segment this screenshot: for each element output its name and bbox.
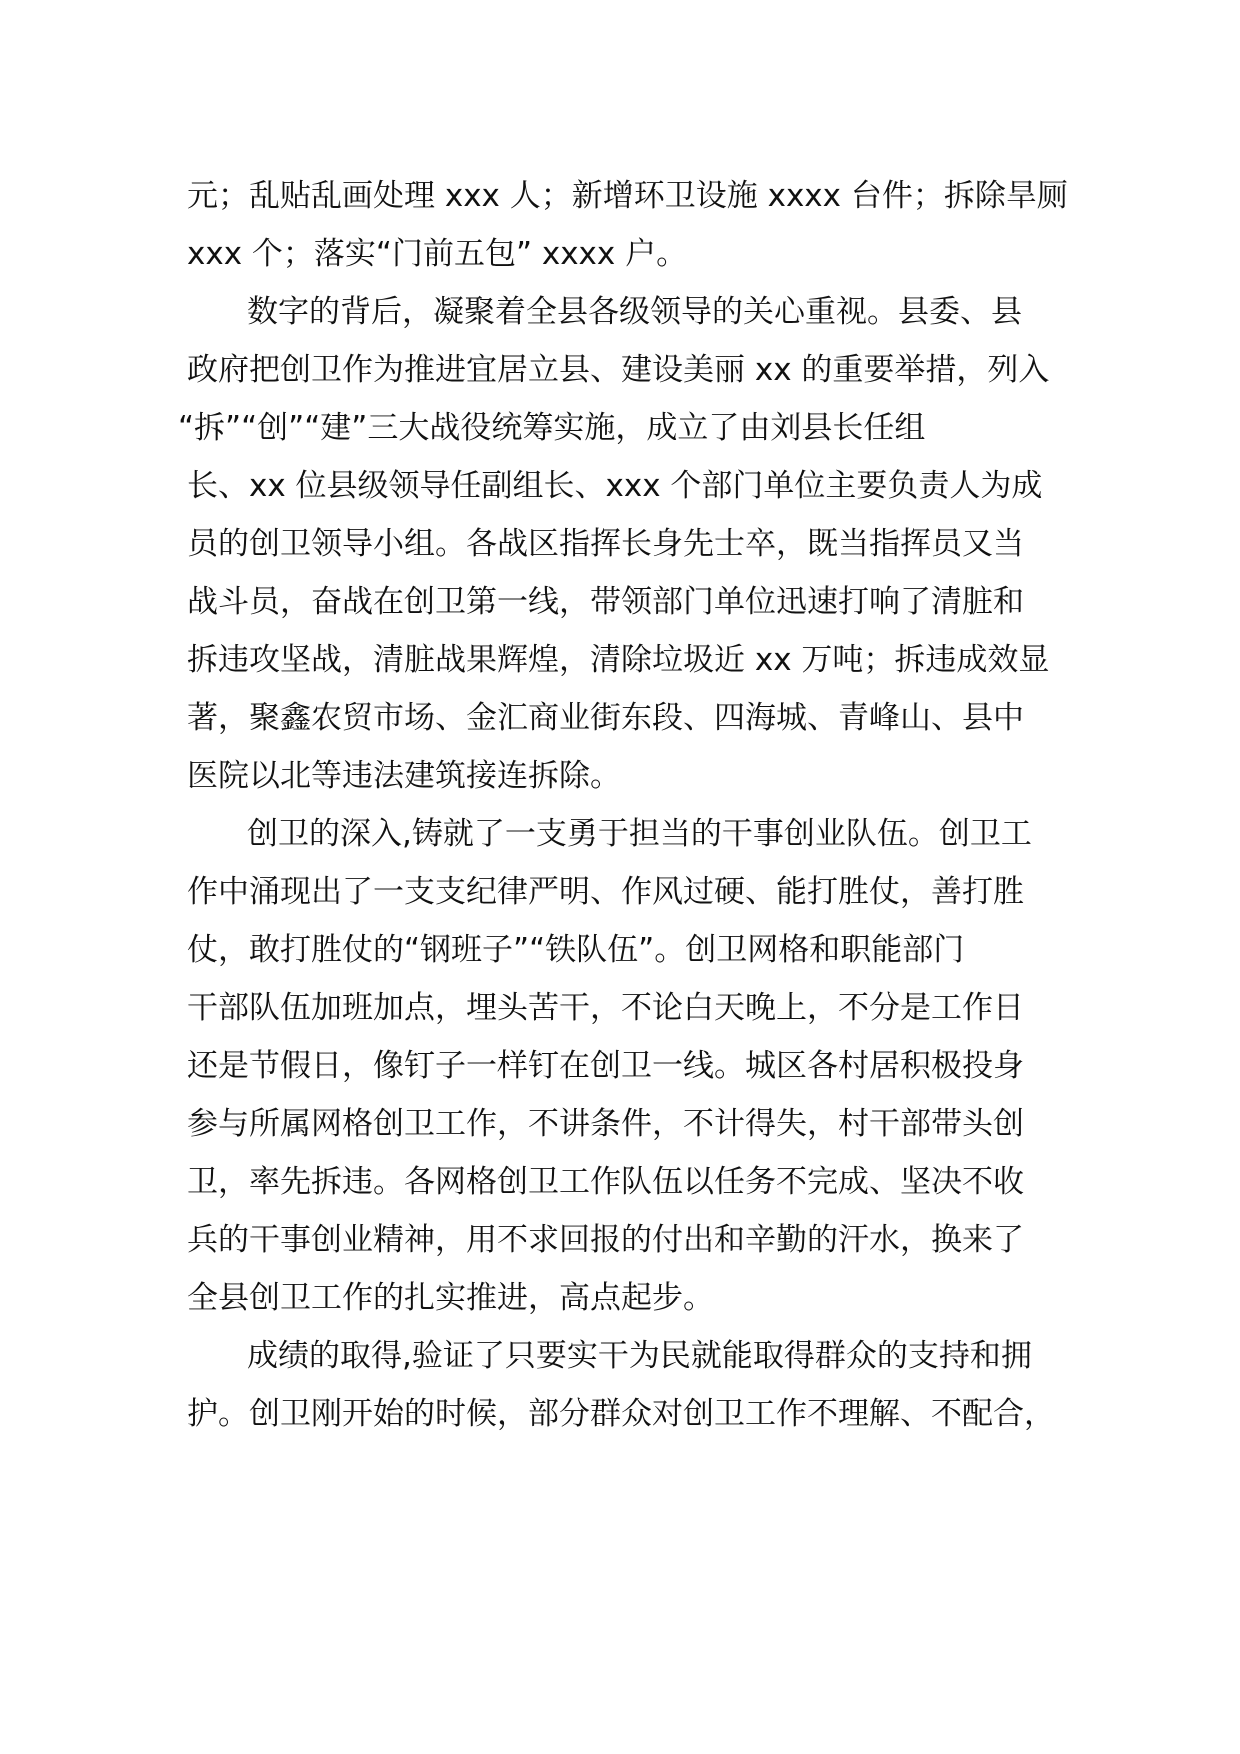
text-line: 护。创卫刚开始的时候，部分群众对创卫工作不理解、不配合， [187, 1396, 1055, 1432]
text-line: 成绩的取得,验证了只要实干为民就能取得群众的支持和拥 [247, 1338, 1032, 1374]
text-line: “拆”“创”“建”三大战役统筹实施，成立了由刘县长任组 [178, 410, 926, 446]
text-line: 作中涌现出了一支支纪律严明、作风过硬、能打胜仗，善打胜 [187, 874, 1024, 910]
text-line: 政府把创卫作为推进宜居立县、建设美丽 xx 的重要举措，列入 [187, 352, 1050, 388]
text-line: xxx 个；落实“门前五包” xxxx 户。 [187, 236, 688, 272]
text-line: 兵的干事创业精神，用不求回报的付出和辛勤的汗水，换来了 [187, 1222, 1024, 1258]
text-line: 仗，敢打胜仗的“钢班子”“铁队伍”。创卫网格和职能部门 [187, 932, 965, 968]
text-line: 战斗员，奋战在创卫第一线，带领部门单位迅速打响了清脏和 [187, 584, 1024, 620]
text-line: 拆违攻坚战，清脏战果辉煌，清除垃圾近 xx 万吨；拆违成效显 [187, 642, 1050, 678]
text-line: 长、xx 位县级领导任副组长、xxx 个部门单位主要负责人为成 [187, 468, 1043, 504]
text-line: 全县创卫工作的扎实推进，高点起步。 [187, 1280, 714, 1316]
text-line: 著，聚鑫农贸市场、金汇商业街东段、四海城、青峰山、县中 [187, 700, 1024, 736]
text-line: 卫，率先拆违。各网格创卫工作队伍以任务不完成、坚决不收 [187, 1164, 1024, 1200]
text-line: 参与所属网格创卫工作，不讲条件，不计得失，村干部带头创 [187, 1106, 1024, 1142]
text-line: 员的创卫领导小组。各战区指挥长身先士卒，既当指挥员又当 [187, 526, 1024, 562]
text-line: 还是节假日，像钉子一样钉在创卫一线。城区各村居积极投身 [187, 1048, 1024, 1084]
text-line: 元；乱贴乱画处理 xxx 人；新增环卫设施 xxxx 台件；拆除旱厕 [187, 178, 1068, 214]
text-line: 数字的背后，凝聚着全县各级领导的关心重视。县委、县 [247, 294, 1022, 330]
text-line: 创卫的深入,铸就了一支勇于担当的干事创业队伍。创卫工 [247, 816, 1032, 852]
text-line: 医院以北等违法建筑接连拆除。 [187, 758, 621, 794]
text-line: 干部队伍加班加点，埋头苦干，不论白天晚上，不分是工作日 [187, 990, 1024, 1026]
